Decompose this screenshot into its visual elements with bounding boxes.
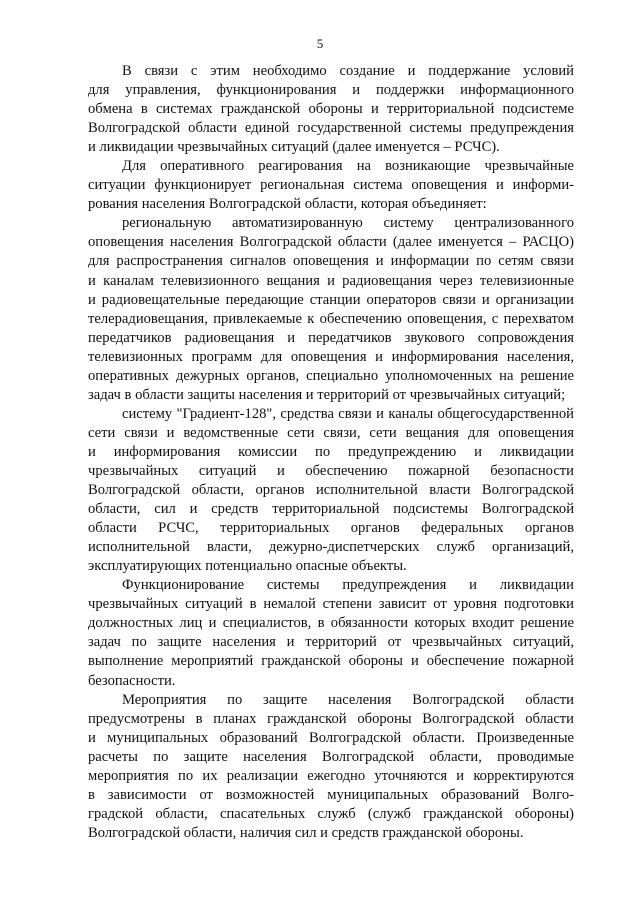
text-line: Волгоградской области, органов исполнительной власти Волгоградской <box>88 482 574 499</box>
text-line: передатчиков радиовещания и передатчиков звукового сопровождения <box>88 329 574 346</box>
page-number: 5 <box>316 36 324 51</box>
text-line: систему "Градиент-128", средства связи и каналы общегосударственной <box>122 405 574 422</box>
paragraph-p5 <box>88 576 574 690</box>
text-line: для распространения сигналов оповещения и информации по сетям связи <box>88 253 574 270</box>
text-line: градской области, спасательных служб (служб гражданской обороны) <box>88 805 574 822</box>
text-line: ситуации функционирует региональная система оповещения и информи- <box>88 177 574 194</box>
text-line: расчеты по защите населения Волгоградской области, проводимые <box>88 748 574 765</box>
text-line: Волгоградской области единой государственной системы предупреждения <box>88 120 574 137</box>
text-line: должностных лиц и специалистов, в обязанности которых входит решение <box>88 615 574 632</box>
text-line: оповещения населения Волгоградской области (далее именуется – РАСЦО) <box>88 234 574 251</box>
text-line: оперативных дежурных органов, специально уполномоченных на решение <box>88 367 574 384</box>
text-line: мероприятия по их реализации ежегодно уточняются и корректируются <box>88 767 574 784</box>
text-line: выполнение мероприятий гражданской обороны и обеспечение пожарной <box>88 653 574 670</box>
text-line: телерадиовещания, привлекаемые к обеспечению оповещения, с перехватом <box>88 310 574 327</box>
text-line: предусмотрены в планах гражданской обороны Волгоградской области <box>88 710 574 727</box>
text-line: чрезвычайных ситуаций и обеспечению пожарной безопасности <box>88 462 574 479</box>
text-line: для управления, функционирования и поддержки информационного <box>88 82 574 99</box>
text-line: области, сил и средств территориальной подсистемы Волгоградской <box>88 501 574 518</box>
text-line: в зависимости от возможностей муниципальных образований Волго- <box>88 786 574 803</box>
text-line: задач в области защиты населения и территорий от чрезвычайных ситуаций; <box>88 386 566 403</box>
text-line: Волгоградской области, наличия сил и средств гражданской обороны. <box>88 824 524 841</box>
text-line: области РСЧС, территориальных органов федеральных органов <box>88 520 574 537</box>
text-line: и радиовещательные передающие станции операторов связи и организации <box>88 291 574 308</box>
text-line: телевизионных программ для оповещения и информирования населения, <box>88 348 574 365</box>
text-line: рования населения Волгоградской области, которая объединяет: <box>88 196 487 213</box>
text-line: исполнительной власти, дежурно-диспетчерских служб организаций, <box>88 539 574 556</box>
text-line: В связи с этим необходимо создание и поддержание условий <box>122 63 574 79</box>
text-line: и информирования комиссии по предупреждению и ликвидации <box>88 443 574 460</box>
text-line: и каналам телевизионного вещания и радиовещания через телевизионные <box>88 272 574 289</box>
paragraph-p4 <box>88 405 574 576</box>
text-line: Мероприятия по защите населения Волгоградской области <box>122 691 574 708</box>
document-body <box>88 62 574 843</box>
paragraph-p3 <box>88 214 574 404</box>
text-line: Функционирование системы предупреждения и ликвидации <box>122 577 574 594</box>
text-line: сети связи и ведомственные сети связи, сети вещания для оповещения <box>88 424 574 441</box>
text-line: безопасности. <box>88 672 176 689</box>
text-line: региональную автоматизированную систему централизованного <box>122 215 574 232</box>
text-line: эксплуатирующих потенциально опасные объекты. <box>88 558 407 575</box>
text-line: Для оперативного реагирования на возникающие чрезвычайные <box>122 158 574 175</box>
text-line: и муниципальных образований Волгоградской области. Произведенные <box>88 729 574 746</box>
text-line: и ликвидации чрезвычайных ситуаций (далее именуется – РСЧС). <box>88 139 500 156</box>
text-line: задач по защите населения и территорий от чрезвычайных ситуаций, <box>88 634 574 651</box>
paragraph-p6 <box>88 691 574 843</box>
paragraph-p1 <box>88 62 574 157</box>
paragraph-p2 <box>88 157 574 214</box>
text-line: обмена в системах гражданской обороны и территориальной подсистеме <box>88 101 574 118</box>
text-line: чрезвычайных ситуаций в немалой степени зависит от уровня подготовки <box>88 596 574 613</box>
